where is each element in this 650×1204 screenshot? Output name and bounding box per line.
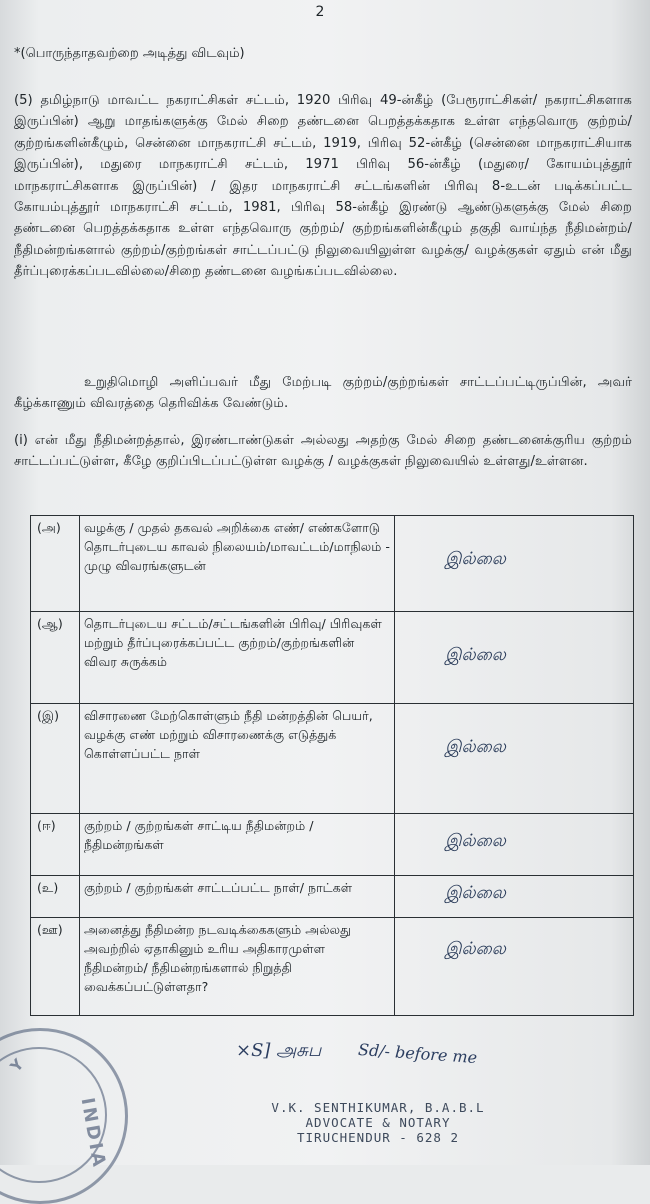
handwritten-value: இல்லை — [445, 549, 506, 569]
row-marker: (ஈ) — [31, 814, 80, 876]
table-row — [31, 814, 634, 876]
pending-cases-paragraph: (i) என் மீது நீதிமன்றத்தால், இரண்டாண்டுகள் அல்லது அதற்கு மேல் சிறை தண்டனைக்குரிய குற்றம் சாட்டப்பட்டுள்ள, கீழே குறிப்பிடப்பட்டுள்ள வழக்கு / வழக்குகள் நிலுவையில் உள்ளது/உள்ளன. — [14, 433, 632, 470]
table-row — [31, 876, 634, 918]
handwritten-value: இல்லை — [445, 883, 506, 903]
seal-line-title: ADVOCATE & NOTARY — [305, 1115, 451, 1130]
seal-line-name: V.K. SENTHIKUMAR, B.A.B.L — [271, 1100, 485, 1115]
row-value-cell — [395, 704, 634, 814]
notary-seal — [268, 1100, 488, 1145]
case-details-table — [30, 515, 634, 1016]
clause-5-paragraph: (5) தமிழ்நாடு மாவட்ட நகராட்சிகள் சட்டம், 1920 பிரிவு 49-ன்கீழ் (பேரூராட்சிகள்/ நகராட்சிகளாக இருப்பின்) ஆறு மாதங்களுக்கு மேல் சிறை தண்டனை பெறத்தக்கதாக உள்ள எந்தவொரு குற்றம்/குற்றங்களின்கீழும், சென்னை மாநகராட்சி சட்டம், 1919, பிரிவு 52-ன்கீழ் (சென்னை மாநகராட்சியாக இருப்பின்), மதுரை மாநகராட்சி சட்டம், 1971 பிரிவு 56-ன்கீழ் (மதுரை/ கோயம்புத்தூர் மாநகராட்சிகளாக இருப்பின்) / இதர மாநகராட்சி சட்டங்களின் பிரிவு 8-உடன் படிக்கப்பட்ட கோயம்புத்தூர் மாநகராட்சி சட்டம், 1981, பிரிவு 58-ன்கீழ் இரண்டு ஆண்டுகளுக்கு மேல் சிறை தண்டனை பெறத்தக்கதாக உள்ள எந்தவொரு குற்றம்/ குற்றங்களின்கீழும் தகுதி வாய்ந்த நீதிமன்றம்/ நீதிமன்றங்களால் குற்றம்/குற்றங்கள் சாட்டப்பட்டு நிலுவையிலுள்ள வழக்கு/ வழக்குகள் ஏதும் என் மீது தீர்ப்புரைக்கப்படவில்லை/சிறை தண்டனை வழங்கப்படவில்லை. — [14, 93, 632, 280]
row-description: குற்றம் / குற்றங்கள் சாட்டிய நீதிமன்றம் / நீதிமன்றங்கள் — [80, 814, 395, 876]
table-row — [31, 918, 634, 1016]
row-description: விசாரணை மேற்கொள்ளும் நீதி மன்றத்தின் பெயர், வழக்கு எண் மற்றும் விசாரணைக்கு எடுத்துக் கொள்ளப்பட்ட நாள் — [80, 704, 395, 814]
row-value-cell — [395, 876, 634, 918]
table-row — [31, 516, 634, 612]
table-row — [31, 612, 634, 704]
row-description: வழக்கு / முதல் தகவல் அறிக்கை எண்/ எண்களோடு தொடர்புடைய காவல் நிலையம்/மாவட்டம்/மாநிலம் - முழு விவரங்களுடன் — [80, 516, 395, 612]
disclosure-instruction-paragraph: உறுதிமொழி அளிப்பவர் மீது மேற்படி குற்றம்/குற்றங்கள் சாட்டப்பட்டிருப்பின், அவர் கீழ்க்காணும் விவரத்தை தெரிவிக்க வேண்டும். — [14, 375, 632, 412]
row-description: குற்றம் / குற்றங்கள் சாட்டப்பட்ட நாள்/ நாட்கள் — [80, 876, 395, 918]
handwritten-signature-1: ×S] அசுப — [236, 1040, 322, 1061]
handwritten-value: இல்லை — [445, 939, 506, 959]
row-marker: (ஊ) — [31, 918, 80, 1016]
stamp-text-top: Y — [6, 1052, 31, 1076]
row-value-cell — [395, 814, 634, 876]
page-number: 2 — [315, 4, 325, 20]
row-description: அனைத்து நீதிமன்ற நடவடிக்கைகளும் அல்லது அவற்றில் ஏதாகினும் உரிய அதிகாரமுள்ள நீதிமன்றம்/ நீதிமன்றங்களால் நிறுத்தி வைக்கப்பட்டுள்ளதா? — [80, 918, 395, 1016]
notary-round-stamp — [0, 1028, 128, 1204]
handwritten-value: இல்லை — [445, 645, 506, 665]
handwritten-value: இல்லை — [445, 737, 506, 757]
row-value-cell — [395, 612, 634, 704]
row-marker: (உ) — [31, 876, 80, 918]
seal-line-place: TIRUCHENDUR - 628 2 — [297, 1130, 459, 1145]
row-marker: (ஆ) — [31, 612, 80, 704]
strike-instruction-note: *(பொருந்தாதவற்றை அடித்து விடவும்) — [14, 46, 245, 61]
handwritten-signature-2: Sd/- before me — [357, 1039, 478, 1068]
row-description: தொடர்புடைய சட்டம்/சட்டங்களின் பிரிவு/ பிரிவுகள் மற்றும் தீர்ப்புரைக்கப்பட்ட குற்றம்/குற்றங்களின் விவர சுருக்கம் — [80, 612, 395, 704]
table-row — [31, 704, 634, 814]
row-marker: (அ) — [31, 516, 80, 612]
handwritten-value: இல்லை — [445, 831, 506, 851]
stamp-text-side: INDIA — [76, 1096, 110, 1171]
row-value-cell — [395, 918, 634, 1016]
row-marker: (இ) — [31, 704, 80, 814]
row-value-cell — [395, 516, 634, 612]
